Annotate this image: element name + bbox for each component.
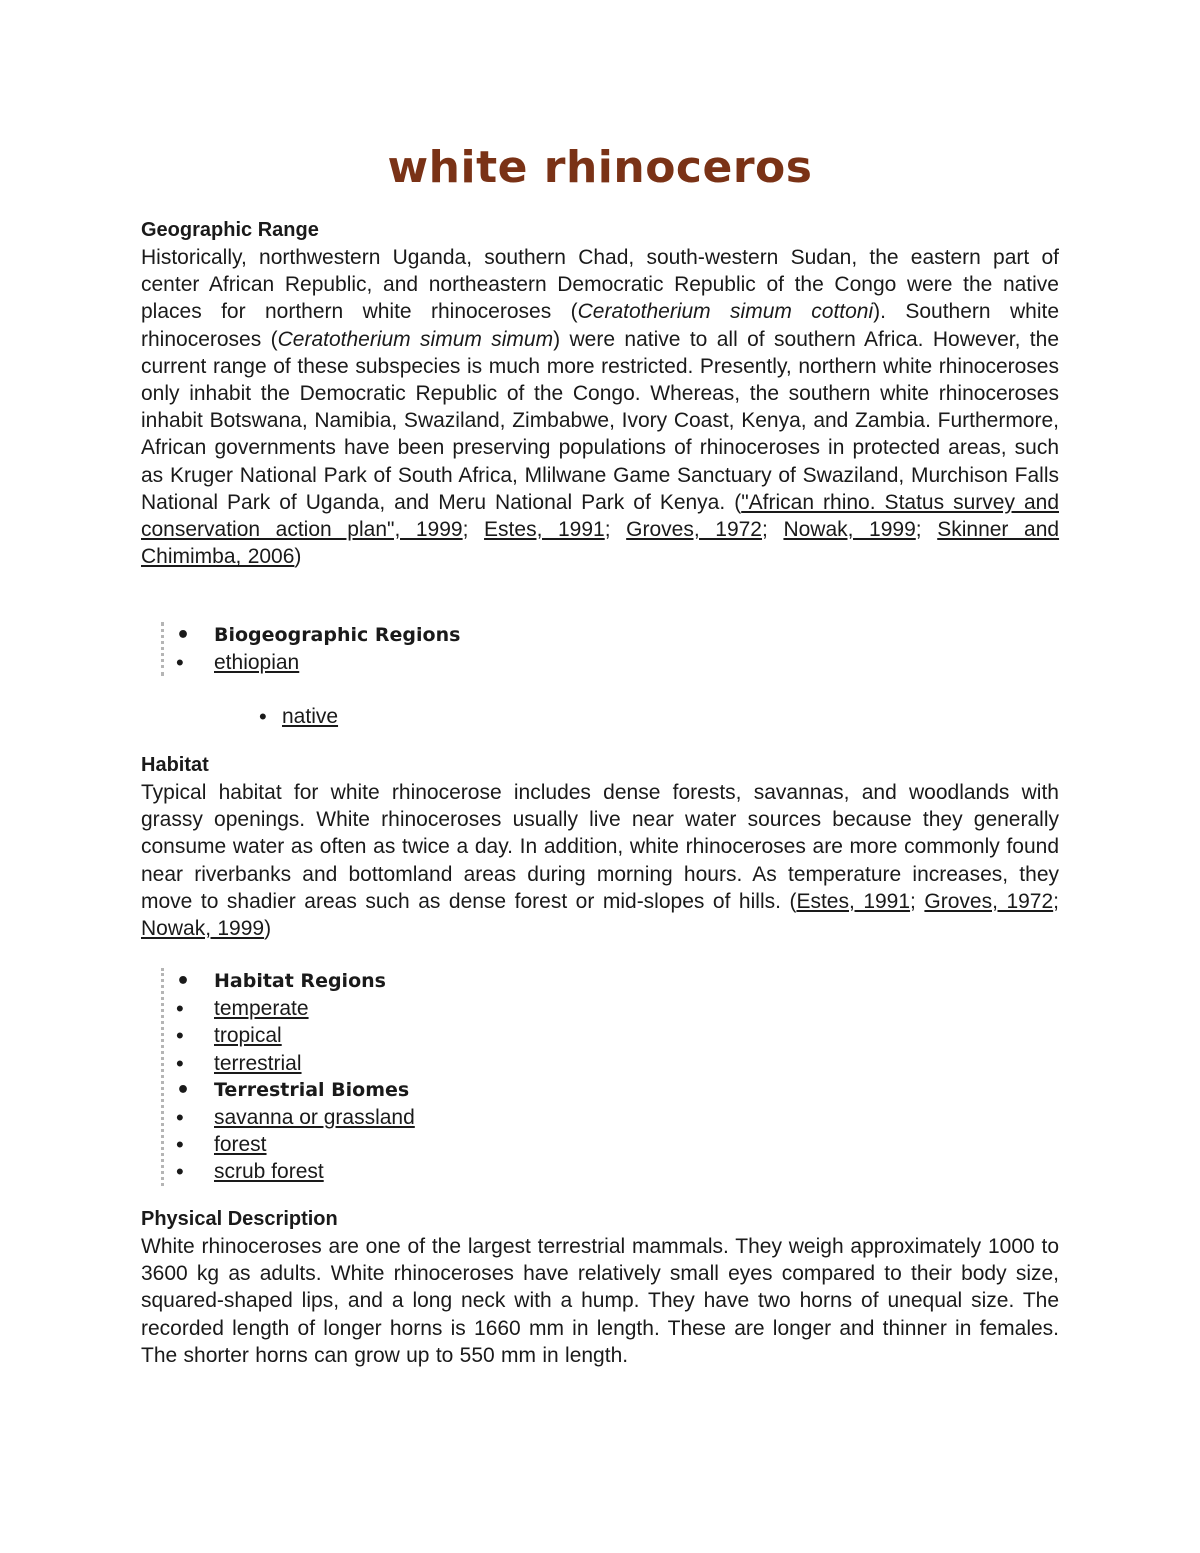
geographic-range-text [141, 244, 1059, 570]
geographic-range-section [141, 217, 1059, 570]
habitat-text [141, 779, 1059, 942]
list-item [176, 1050, 415, 1077]
physical-description-section [141, 1206, 1059, 1369]
text-fragment: ) [264, 917, 272, 941]
biogeographic-sublist [259, 703, 338, 730]
separator: ; [910, 889, 925, 913]
text-fragment: ) were native to all of southern Africa. However, the current range of these subspecies is much more restricted. Presently, northern white rhinoceroses only inhabit the Democratic Republic of the Congo. Whereas, the southern white rhinoceroses inhabit Botswana, Namibia, Swaziland, Zimbabwe, Ivory Coast, Kenya, and Zambia. Furthermore, African governments have been preserving populations of rhinoceroses in protected areas, such as Kruger National Park of South Africa, Mlilwane Game Sanctuary of Swaziland, Murchison Falls National Park of Uganda, and Meru National Park of Kenya. ( [141, 327, 1059, 514]
text-fragment: ). Southern white rhinoceroses ( [141, 300, 1059, 351]
list-item [259, 703, 338, 730]
list-heading: • Biogeographic Regions [176, 622, 460, 649]
list-item [176, 1131, 415, 1158]
list-item [176, 995, 415, 1022]
region-link[interactable]: temperate [214, 997, 309, 1021]
separator: ; [915, 518, 938, 542]
text-fragment: ) [294, 545, 302, 569]
biome-link[interactable]: forest [214, 1133, 267, 1157]
list-heading: • Habitat Regions [176, 968, 415, 995]
biome-link[interactable]: savanna or grassland [214, 1106, 415, 1130]
geographic-range-heading: Geographic Range [141, 219, 319, 241]
list-item [176, 1104, 415, 1131]
list-item [176, 1022, 415, 1049]
page-title: white rhinoceros [387, 142, 813, 193]
physical-description-heading: Physical Description [141, 1208, 338, 1230]
reference-link[interactable]: Nowak, 1999 [141, 917, 265, 941]
region-link[interactable]: terrestrial [214, 1051, 302, 1075]
region-link[interactable]: ethiopian [214, 651, 300, 675]
reference-link[interactable]: Groves, 1972 [924, 889, 1054, 913]
list-item [176, 1158, 415, 1185]
physical-description-text: White rhinoceroses are one of the largest terrestrial mammals. They weigh approximately 1000 to 3600 kg as adults. White rhinoceroses have relatively small eyes compared to their body size, squared-shaped lips, and a long neck with a hump. They have two horns of unequal size. The recorded length of longer horns is 1660 mm in length. These are longer and thinner in females. The shorter horns can grow up to 550 mm in length. [141, 1235, 1059, 1367]
text-fragment: Typical habitat for white rhinocerose includes dense forests, savannas, and woodlands with grassy openings. White rhinoceroses usually live near water sources because they generally consume water as often as twice a day. In addition, white rhinoceroses are more commonly found near riverbanks and bottomland areas during morning hours. As temperature increases, they move to shadier areas such as dense forest or mid-slopes of hills. ( [141, 781, 1059, 913]
habitat-heading: Habitat [141, 754, 209, 776]
separator: ; [1053, 889, 1060, 913]
species-name: Ceratotherium simum simum [277, 327, 554, 351]
biogeographic-list [161, 622, 460, 676]
separator: ; [462, 518, 485, 542]
biome-link[interactable]: scrub forest [214, 1160, 324, 1184]
reference-link[interactable]: Skinner and Chimimba, 2006 [141, 518, 1060, 569]
reference-link[interactable]: "African rhino. Status survey and conservation action plan", 1999 [141, 490, 1059, 542]
reference-link[interactable]: Estes, 1991 [484, 518, 605, 542]
reference-link[interactable]: Groves, 1972 [626, 518, 762, 542]
separator: ; [762, 518, 784, 542]
native-link[interactable]: native [282, 705, 339, 728]
list-heading: • Terrestrial Biomes [176, 1077, 415, 1104]
reference-link[interactable]: Nowak, 1999 [783, 518, 916, 542]
species-name: Ceratotherium simum cottoni [577, 300, 874, 324]
region-link[interactable]: tropical [214, 1024, 282, 1048]
text-fragment: Historically, northwestern Uganda, southern Chad, south-western Sudan, the eastern part of center African Republic, and northeastern Democratic Republic of the Congo were the native places for northern white rhinoceroses ( [141, 246, 1059, 324]
reference-link[interactable]: Estes, 1991 [796, 889, 911, 913]
separator: ; [604, 518, 627, 542]
list-item [176, 649, 460, 676]
habitat-section [141, 752, 1059, 942]
habitat-regions-list [161, 968, 415, 1186]
